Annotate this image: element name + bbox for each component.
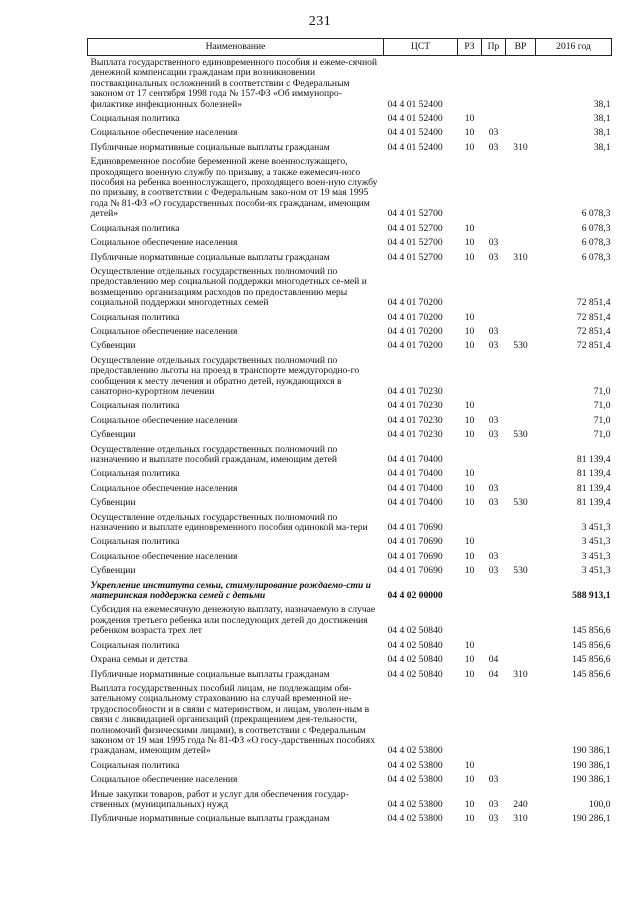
- row-section: 10: [464, 311, 475, 323]
- budget-table: [87, 38, 612, 827]
- row-subsection: 03: [488, 565, 499, 577]
- row-expense-type: 310: [513, 668, 528, 680]
- table-row: [88, 311, 612, 325]
- row-expense-type: [506, 222, 536, 236]
- row-expense-type: 530: [513, 429, 528, 441]
- row-subsection: 03: [488, 798, 499, 810]
- column-header-name: Наименование: [88, 39, 384, 56]
- table-row: [88, 443, 612, 468]
- row-section: 10: [464, 497, 475, 509]
- row-cst-code: 04 4 01 70230: [387, 385, 443, 397]
- table-row: [88, 579, 612, 604]
- row-expense-type: [506, 311, 536, 325]
- row-expense-type: [506, 535, 536, 549]
- row-subsection: [482, 112, 506, 126]
- row-name: Единовременное пособие беременной жене военнослужащего, проходящего военную службу по призыву, а также ежемесяч-ного пособия на ребенка военнослужащего, проходящего воен-ную службу по призыву, в соответствии с Федеральным зако-ном от 19 мая 1995 года № 81-ФЗ «О государственных пособи-ях гражданам, имеющим детей»: [90, 156, 378, 220]
- row-amount: 72 851,4: [576, 297, 611, 309]
- row-amount: 6 078,3: [581, 251, 611, 263]
- row-expense-type: [506, 265, 536, 311]
- row-expense-type: [506, 155, 536, 221]
- row-subsection: 03: [488, 127, 499, 139]
- row-expense-type: [506, 399, 536, 413]
- row-amount: 190 386,1: [572, 759, 611, 771]
- row-cst-code: 04 4 01 70200: [387, 311, 443, 323]
- row-expense-type: [506, 682, 536, 759]
- table-row: [88, 155, 612, 221]
- row-amount: 145 856,6: [572, 668, 611, 680]
- table-row: [88, 496, 612, 510]
- row-expense-type: 310: [513, 251, 528, 263]
- table-row: [88, 668, 612, 682]
- row-section: [458, 56, 482, 113]
- row-name: Осуществление отдельных государственных полномочий по назначению и выплате единовременного пособия одинокой ма-тери: [90, 511, 368, 534]
- row-cst-code: 04 4 01 70200: [387, 340, 443, 352]
- row-amount: 190 286,1: [572, 813, 611, 825]
- row-name: Субвенции: [90, 429, 136, 441]
- row-expense-type: [506, 354, 536, 400]
- row-amount: 38,1: [593, 98, 611, 110]
- row-subsection: [482, 56, 506, 113]
- row-name: Социальное обеспечение населения: [90, 414, 238, 426]
- row-name: Социальная политика: [90, 113, 180, 125]
- row-expense-type: 310: [513, 141, 528, 153]
- row-amount: 6 078,3: [581, 222, 611, 234]
- row-section: 10: [464, 798, 475, 810]
- table-row: [88, 126, 612, 140]
- row-name: Публичные нормативные социальные выплаты гражданам: [90, 251, 330, 263]
- table-row: [88, 812, 612, 826]
- row-section: 10: [464, 654, 475, 666]
- row-subsection: [482, 399, 506, 413]
- row-amount: 190 386,1: [572, 745, 611, 757]
- table-row: [88, 639, 612, 653]
- row-name: Социальная политика: [90, 311, 180, 323]
- row-subsection: [482, 443, 506, 468]
- row-cst-code: 04 4 02 53800: [387, 759, 443, 771]
- table-row: [88, 399, 612, 413]
- row-name: Социальное обеспечение населения: [90, 325, 238, 337]
- row-subsection: [482, 639, 506, 653]
- row-expense-type: [506, 773, 536, 787]
- row-subsection: [482, 155, 506, 221]
- row-name: Публичные нормативные социальные выплаты гражданам: [90, 141, 330, 153]
- row-expense-type: [506, 482, 536, 496]
- row-amount: 72 851,4: [576, 311, 611, 323]
- row-amount: 100,0: [588, 798, 611, 810]
- table-row: [88, 759, 612, 773]
- row-section: 10: [464, 400, 475, 412]
- table-row: [88, 339, 612, 353]
- row-cst-code: 04 4 01 70230: [387, 400, 443, 412]
- row-amount: 6 078,3: [581, 237, 611, 249]
- row-name: Публичные нормативные социальные выплаты гражданам: [90, 668, 330, 680]
- row-subsection: [482, 354, 506, 400]
- table-row: [88, 265, 612, 311]
- row-amount: 6 078,3: [581, 208, 611, 220]
- row-cst-code: 04 4 01 52700: [387, 208, 443, 220]
- table-row: [88, 56, 612, 113]
- row-name: Осуществление отдельных государственных полномочий по предоставлению мер социальной поддержки многодетных се-мей и возмещению организациям расходов по предоставлению меры социальной поддержки многодетных семей: [90, 265, 367, 309]
- row-amount: 145 856,6: [572, 654, 611, 666]
- row-amount: 81 139,4: [576, 454, 611, 465]
- table-row: [88, 535, 612, 549]
- row-name: Выплата государственных пособий лицам, не подлежащим обя-зательному социальному страхованию на случай временной не-трудоспособности и в связи с материнством, и лицам, уволен-ным в связи с ликвидацией организаций (прекращением дея-тельности, полномочий физическими лицами), в соответствии с Федеральным законом от 19 мая 1995 года № 81-ФЗ «О госу-дарственных пособиях гражданам, имеющим детей»: [90, 682, 375, 757]
- row-section: [458, 354, 482, 400]
- column-header-year: 2016 год: [536, 39, 612, 56]
- row-cst-code: 04 4 01 70200: [387, 325, 443, 337]
- row-subsection: [482, 265, 506, 311]
- row-cst-code: 04 4 02 50840: [387, 654, 443, 666]
- row-section: 10: [464, 565, 475, 577]
- row-amount: 38,1: [593, 127, 611, 139]
- row-amount: 3 451,3: [581, 565, 611, 577]
- row-expense-type: [506, 443, 536, 468]
- row-name: Субвенции: [90, 565, 136, 577]
- row-name: Социальное обеспечение населения: [90, 237, 238, 249]
- row-cst-code: 04 4 01 52400: [387, 113, 443, 125]
- row-amount: 588 913,1: [572, 590, 611, 602]
- row-subsection: [482, 311, 506, 325]
- table-row: [88, 236, 612, 250]
- row-name: Публичные нормативные социальные выплаты гражданам: [90, 813, 330, 825]
- row-amount: 81 139,4: [576, 482, 611, 494]
- table-row: [88, 414, 612, 428]
- table-row: [88, 251, 612, 265]
- row-section: 10: [464, 639, 475, 651]
- row-cst-code: 04 4 01 70690: [387, 550, 443, 562]
- row-name: Осуществление отдельных государственных полномочий по назначению и выплате пособий гражданам, имеющим детей: [90, 443, 338, 465]
- row-subsection: 03: [488, 813, 499, 825]
- row-cst-code: 04 4 02 53800: [387, 745, 443, 757]
- column-header-rz: РЗ: [458, 39, 482, 56]
- table-row: [88, 788, 612, 813]
- row-expense-type: [506, 511, 536, 536]
- row-amount: 3 451,3: [581, 550, 611, 562]
- row-name: Укрепление института семьи, стимулирование рождаемо-сти и материнская поддержка семей с детьми: [90, 579, 372, 602]
- row-cst-code: 04 4 01 70400: [387, 454, 443, 465]
- row-cst-code: 04 4 01 52400: [387, 141, 443, 153]
- row-expense-type: 310: [513, 813, 528, 825]
- table-row: [88, 653, 612, 667]
- table-row: [88, 482, 612, 496]
- row-name: Социальная политика: [90, 222, 180, 234]
- row-expense-type: [506, 467, 536, 481]
- table-row: [88, 511, 612, 536]
- row-expense-type: [506, 56, 536, 113]
- row-name: Социальная политика: [90, 400, 180, 412]
- row-amount: 38,1: [593, 113, 611, 125]
- row-name: Выплата государственного единовременного пособия и ежеме-сячной денежной компенсации гражданам при возникновении поствакцинальных осложнений в соответствии с Федеральным законом от 17 сентября 1998 года № 157-ФЗ «Об иммунопро-филактике инфекционных болезней»: [90, 57, 378, 110]
- row-name: Социальная политика: [90, 468, 180, 480]
- row-name: Осуществление отдельных государственных полномочий по предоставлению льготы на проезд в транспорте междугородно-го сообщения к месту лечения и обратно детей, нуждающихся в санаторно-курортном лечении: [90, 354, 360, 397]
- row-subsection: [482, 511, 506, 536]
- row-amount: 145 856,6: [572, 625, 611, 637]
- row-cst-code: 04 4 01 70400: [387, 468, 443, 480]
- row-cst-code: 04 4 01 70690: [387, 536, 443, 548]
- row-section: 10: [464, 237, 475, 249]
- row-amount: 81 139,4: [576, 497, 611, 509]
- row-subsection: 03: [488, 141, 499, 153]
- row-amount: 145 856,6: [572, 639, 611, 651]
- row-cst-code: 04 4 01 52700: [387, 222, 443, 234]
- column-header-cst: ЦСТ: [384, 39, 458, 56]
- row-expense-type: [506, 639, 536, 653]
- row-cst-code: 04 4 01 52400: [387, 98, 443, 110]
- row-name: Социальная политика: [90, 759, 180, 771]
- row-section: [458, 682, 482, 759]
- table-row: [88, 325, 612, 339]
- row-name: Социальная политика: [90, 536, 180, 548]
- row-subsection: [482, 759, 506, 773]
- row-cst-code: 04 4 01 70400: [387, 482, 443, 494]
- row-section: 10: [464, 222, 475, 234]
- row-name: Социальное обеспечение населения: [90, 774, 238, 786]
- row-section: 10: [464, 482, 475, 494]
- row-section: 10: [464, 468, 475, 480]
- row-expense-type: [506, 325, 536, 339]
- row-expense-type: 530: [513, 565, 528, 577]
- row-cst-code: 04 4 02 00000: [387, 590, 443, 602]
- row-name: Социальное обеспечение населения: [90, 482, 238, 494]
- table-row: [88, 550, 612, 564]
- row-cst-code: 04 4 01 52700: [387, 251, 443, 263]
- row-expense-type: [506, 550, 536, 564]
- row-cst-code: 04 4 02 53800: [387, 798, 443, 810]
- row-subsection: [482, 222, 506, 236]
- table-row: [88, 603, 612, 638]
- row-name: Социальная политика: [90, 639, 180, 651]
- column-header-vr: ВР: [506, 39, 536, 56]
- row-subsection: 03: [488, 340, 499, 352]
- row-subsection: 04: [488, 654, 499, 666]
- row-amount: 81 139,4: [576, 468, 611, 480]
- table-row: [88, 682, 612, 759]
- row-expense-type: [506, 603, 536, 638]
- table-row: [88, 354, 612, 400]
- row-subsection: 03: [488, 497, 499, 509]
- row-section: [458, 155, 482, 221]
- row-amount: 71,0: [593, 400, 611, 412]
- row-name: Социальное обеспечение населения: [90, 550, 238, 562]
- row-cst-code: 04 4 02 53800: [387, 774, 443, 786]
- row-section: 10: [464, 251, 475, 263]
- table-row: [88, 141, 612, 155]
- row-subsection: 04: [488, 668, 499, 680]
- row-amount: 38,1: [593, 141, 611, 153]
- column-header-pr: Пр: [482, 39, 506, 56]
- row-section: 10: [464, 550, 475, 562]
- row-expense-type: 530: [513, 497, 528, 509]
- table-header-row: [88, 39, 612, 56]
- row-subsection: 03: [488, 550, 499, 562]
- row-cst-code: 04 4 01 52700: [387, 237, 443, 249]
- row-section: [458, 511, 482, 536]
- row-expense-type: [506, 112, 536, 126]
- row-name: Охрана семьи и детства: [90, 654, 188, 666]
- row-expense-type: [506, 759, 536, 773]
- row-expense-type: [506, 236, 536, 250]
- row-subsection: 03: [488, 325, 499, 337]
- row-cst-code: 04 4 01 70200: [387, 297, 443, 309]
- row-cst-code: 04 4 02 50840: [387, 668, 443, 680]
- row-cst-code: 04 4 02 53800: [387, 813, 443, 825]
- row-amount: 71,0: [593, 414, 611, 426]
- row-section: 10: [464, 127, 475, 139]
- row-cst-code: 04 4 01 70230: [387, 414, 443, 426]
- row-name: Субвенции: [90, 340, 136, 352]
- row-expense-type: [506, 414, 536, 428]
- row-section: 10: [464, 113, 475, 125]
- row-section: [458, 443, 482, 468]
- row-amount: 72 851,4: [576, 325, 611, 337]
- row-expense-type: [506, 653, 536, 667]
- row-name: Субвенции: [90, 497, 136, 509]
- row-section: 10: [464, 414, 475, 426]
- row-cst-code: 04 4 02 50840: [387, 625, 443, 637]
- row-subsection: [482, 535, 506, 549]
- row-section: 10: [464, 759, 475, 771]
- row-subsection: 03: [488, 482, 499, 494]
- row-section: 10: [464, 429, 475, 441]
- row-section: 10: [464, 325, 475, 337]
- row-subsection: 03: [488, 774, 499, 786]
- row-subsection: [482, 467, 506, 481]
- row-subsection: 03: [488, 237, 499, 249]
- row-cst-code: 04 4 01 52400: [387, 127, 443, 139]
- table-row: [88, 773, 612, 787]
- row-amount: 72 851,4: [576, 340, 611, 352]
- row-amount: 190 386,1: [572, 774, 611, 786]
- row-subsection: [482, 682, 506, 759]
- table-row: [88, 222, 612, 236]
- table-row: [88, 467, 612, 481]
- row-section: [458, 603, 482, 638]
- row-cst-code: 04 4 01 70690: [387, 565, 443, 577]
- row-amount: 71,0: [593, 385, 611, 397]
- row-cst-code: 04 4 02 50840: [387, 639, 443, 651]
- row-amount: 71,0: [593, 429, 611, 441]
- row-subsection: 03: [488, 429, 499, 441]
- row-subsection: [482, 579, 506, 604]
- row-section: 10: [464, 141, 475, 153]
- row-cst-code: 04 4 01 70400: [387, 497, 443, 509]
- row-name: Субсидия на ежемесячную денежную выплату, назначаемую в случае рождения третьего ребенка или последующих детей до достижения ребенком возраста трех лет: [90, 604, 376, 637]
- row-section: 10: [464, 340, 475, 352]
- row-amount: 3 451,3: [581, 522, 611, 534]
- table-row: [88, 112, 612, 126]
- row-section: 10: [464, 813, 475, 825]
- table-body: [88, 56, 612, 827]
- row-subsection: [482, 603, 506, 638]
- table-row: [88, 428, 612, 442]
- row-expense-type: 530: [513, 340, 528, 352]
- row-cst-code: 04 4 01 70690: [387, 522, 443, 534]
- row-expense-type: 240: [513, 798, 528, 810]
- page-number: 231: [308, 14, 332, 29]
- row-expense-type: [506, 579, 536, 604]
- row-name: Социальное обеспечение населения: [90, 127, 238, 139]
- row-subsection: 03: [488, 414, 499, 426]
- row-cst-code: 04 4 01 70230: [387, 429, 443, 441]
- row-subsection: 03: [488, 251, 499, 263]
- row-section: [458, 579, 482, 604]
- row-section: [458, 265, 482, 311]
- table-row: [88, 564, 612, 578]
- row-section: 10: [464, 668, 475, 680]
- row-section: 10: [464, 536, 475, 548]
- row-name: Иные закупки товаров, работ и услуг для обеспечения государ-ственных (муниципальных) нужд: [90, 788, 349, 810]
- row-amount: 3 451,3: [581, 536, 611, 548]
- row-expense-type: [506, 126, 536, 140]
- row-section: 10: [464, 774, 475, 786]
